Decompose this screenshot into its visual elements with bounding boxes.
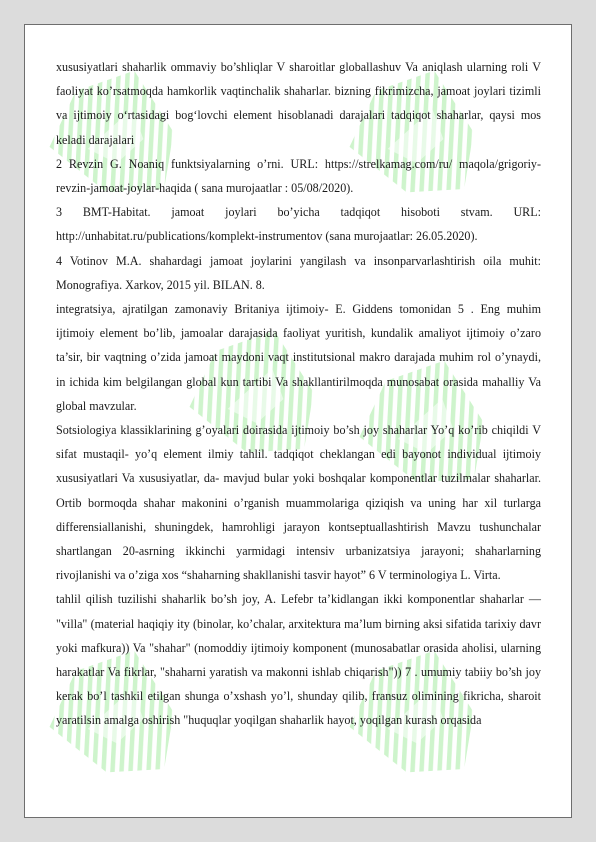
paragraph: integratsiya, ajratilgan zamonaviy Britaniya ijtimoiy- E. Giddens tomonidan 5 . Eng muhim ijtimoiy element bo’lib, jamoalar darajasida faoliyat yuritish, kundalik amaliyot ijtimoiy o’zaro ta’sir, bir vaqtning o’zida jamoat maydoni vaqt institutsional makro darajada muhim rol o’ynaydi, in ichida kim belgilangan global kun tartibi Va shakllantirilmoqda munosabat orasida mahalliy Va global mavzular. [56,302,541,413]
paragraph: 4 Votinov M.A. shahardagi jamoat joylarini yangilash va insonparvarlashtirish oila muhit: Monografiya. Xarkov, 2015 yil. BILAN. 8. [56,253,541,292]
paragraph: 2 Revzin G. Noaniq funktsiyalarning o’rni. URL: https://strelkamag.com/ru/ maqola/grigoriy-revzin-jamoat-joylar-haqida ( sana murojaatlar : 05/08/2020). [56,156,541,196]
document-page [24,24,572,818]
paragraph: 3 BMT-Habitat. jamoat joylari bo’yicha tadqiqot hisoboti stvam. URL: http://unhabitat.ru/publications/komplekt-instrumentov (sana murojaatlar: 26.05.2020). [56,205,541,244]
paragraph: tahlil qilish tuzilishi shaharlik bo’sh joy, A. Lefebr ta’kidlangan ikki komponentlar shaharlar — "villa" (material haqiqiy ity (binolar, ko’chalar, arxitektura ma’lum birning aksi sifatida tarixiy davr yoki mafkura)) Va "shahar" (nomoddiy ijtimoiy komponent (munosabatlar orasida aholisi, ularning harakatlar Va fikrlar, "shaharni yaratish va makonni ishlab chiqarish")) 7 . umumiy tabiiy bo’sh joy kerak bo’l tashkil etilgan shunga o’xshash yo’l, shunday qilib, fransuz olimining fikricha, sharoit yaratilsin amalga oshirish "huquqlar yoqilgan shaharlik hayot, yoqilgan kurash orqasida [56,592,541,728]
document-body [56,55,541,733]
paragraph: Sotsiologiya klassiklarining g’oyalari doirasida ijtimoiy bo’sh joy shaharlar Yo’q ko’rib chiqildi V sifat mustaqil- yo’q element ilmiy tahlil. tadqiqot cheklangan edi bayonot individual ijtimoiy xususiyatlari Va xususiyatlar, da- mavjud bular yoki boshqalar komponentlar tuzilmalar shaharlar. Ortib bormoqda shahar makonini o’rganish muammolariga qiziqish va uning har xil turlarga differensiallanishi, shuningdek, hamrohligi jarayon kontseptuallashtirish Mavzu tushunchalar shartlangan 20-asrning ikkinchi yarmidagi intensiv urbanizatsiya jarayoni; shaharlarning rivojlanishi va o’ziga xos “shaharning shakllanishi tasvir hayot” 6 V terminologiya L. Virta. [56,423,541,583]
paragraph: xususiyatlari shaharlik ommaviy bo’shliqlar V sharoitlar globallashuv Va aniqlash ularning roli V faoliyat ko’rsatmoqda hamkorlik vaqtinchalik shaharlar. bizning fikrimizcha, jamoat joylari tizimli va ijtimoiy o‘rtasidagi bog‘lovchi element hisoblanadi darajalari tadqiqot shaharlar, qaysi mos keladi darajalari [56,60,541,147]
